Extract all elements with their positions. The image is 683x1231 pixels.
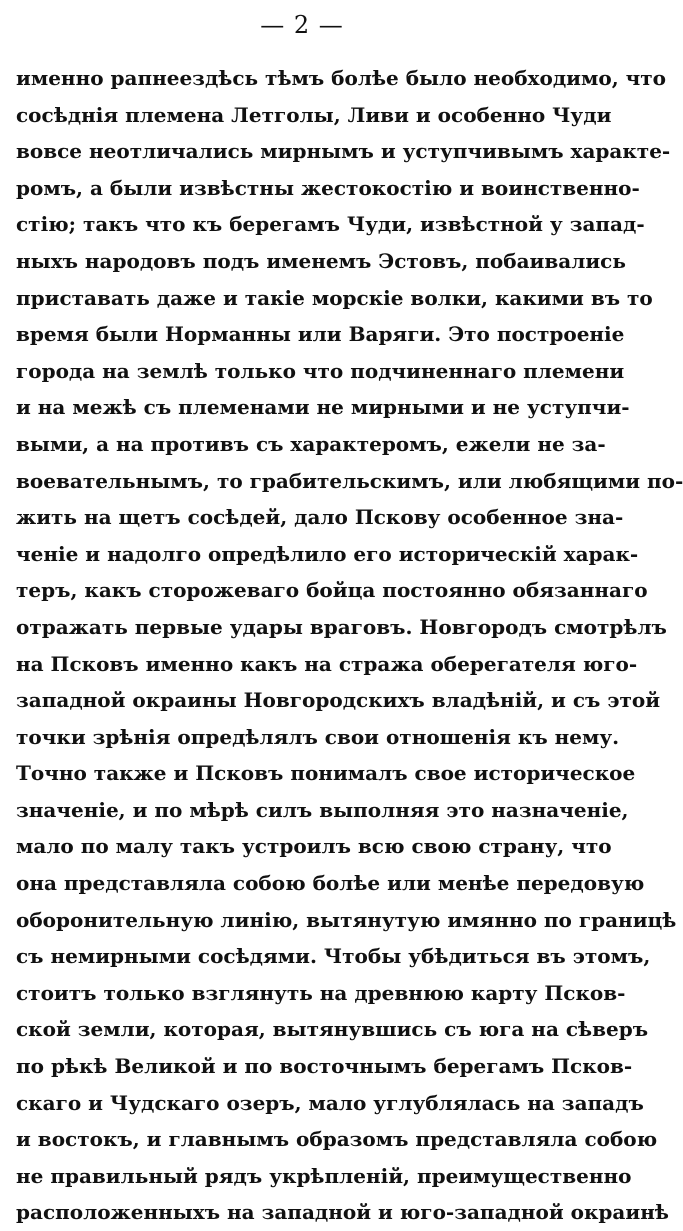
text-line: ской земли, которая, вытянувшись съ юга на сѣверъ [16,1017,649,1042]
text-line: расположенныхъ на западной и юго-западной окраинѣ [16,1200,669,1225]
text-line: по рѣкѣ Великой и по восточнымъ берегамъ Псков- [16,1054,633,1079]
text-line: приставать даже и такіе морскіе волки, какими въ то [16,285,653,310]
text-line: ромъ, а были извѣстны жестокостію и воинственно- [16,175,640,200]
text-line: мало по малу такъ устроилъ всю свою страну, что [16,834,612,859]
text-line: теръ, какъ сторожеваго бойца постоянно обязаннаго [16,578,648,603]
text-line: сосѣднія племена Летголы, Ливи и особенно Чуди [16,102,612,127]
text-line: и на межѣ съ племенами не мирными и не уступчи- [16,395,630,420]
text-line: ныхъ народовъ подъ именемъ Эстовъ, побаивались [16,248,626,273]
text-line: точки зрѣнія опредѣлялъ свои отношенія къ нему. [16,724,620,749]
text-line: ченіе и надолго опредѣлило его историческій харак- [16,541,639,566]
page-number: — 2 — [260,11,344,39]
text-line: значеніе, и по мѣрѣ силъ выполняя это назначеніе, [16,797,629,822]
text-line: выми, а на противъ съ характеромъ, ежели не за- [16,431,606,456]
text-line: именно рапнеездѣсь тѣмъ болѣе было необходимо, что [16,66,666,90]
text-line: западной окраины Новгородскихъ владѣній, и съ этой [16,688,661,713]
text-line: съ немирными сосѣдями. Чтобы убѣдиться въ этомъ, [16,944,651,969]
text-line: Точно также и Псковъ понималъ свое историческое [16,761,636,786]
body-text [16,60,683,1231]
text-line: скаго и Чудскаго озеръ, мало углублялась на западъ [16,1090,644,1115]
text-line: города на землѣ только что подчиненнаго племени [16,358,625,383]
text-line: воевательнымъ, то грабительскимъ, или любящими по- [16,468,683,493]
text-line: стію; такъ что къ берегамъ Чуди, извѣстной у запад- [16,212,645,237]
text-line: время были Норманны или Варяги. Это построеніе [16,322,625,347]
text-line: стоитъ только взглянуть на древнюю карту Псков- [16,980,626,1005]
text-line: она представляла собою болѣе или менѣе передовую [16,871,645,896]
text-line: жить на щетъ сосѣдей, дало Пскову особенное зна- [16,505,624,530]
text-line: отражать первые удары враговъ. Новгородъ смотрѣлъ [16,614,667,639]
text-line: оборонительную линію, вытянутую имянно по границѣ [16,907,677,932]
text-line: вовсе неотличались мирнымъ и уступчивымъ характе- [16,139,671,164]
text-line: не правильный рядъ укрѣпленій, преимущественно [16,1163,632,1188]
text-line: на Псковъ именно какъ на стража оберегателя юго- [16,651,638,676]
text-line: и востокъ, и главнымъ образомъ представляла собою [16,1127,658,1152]
